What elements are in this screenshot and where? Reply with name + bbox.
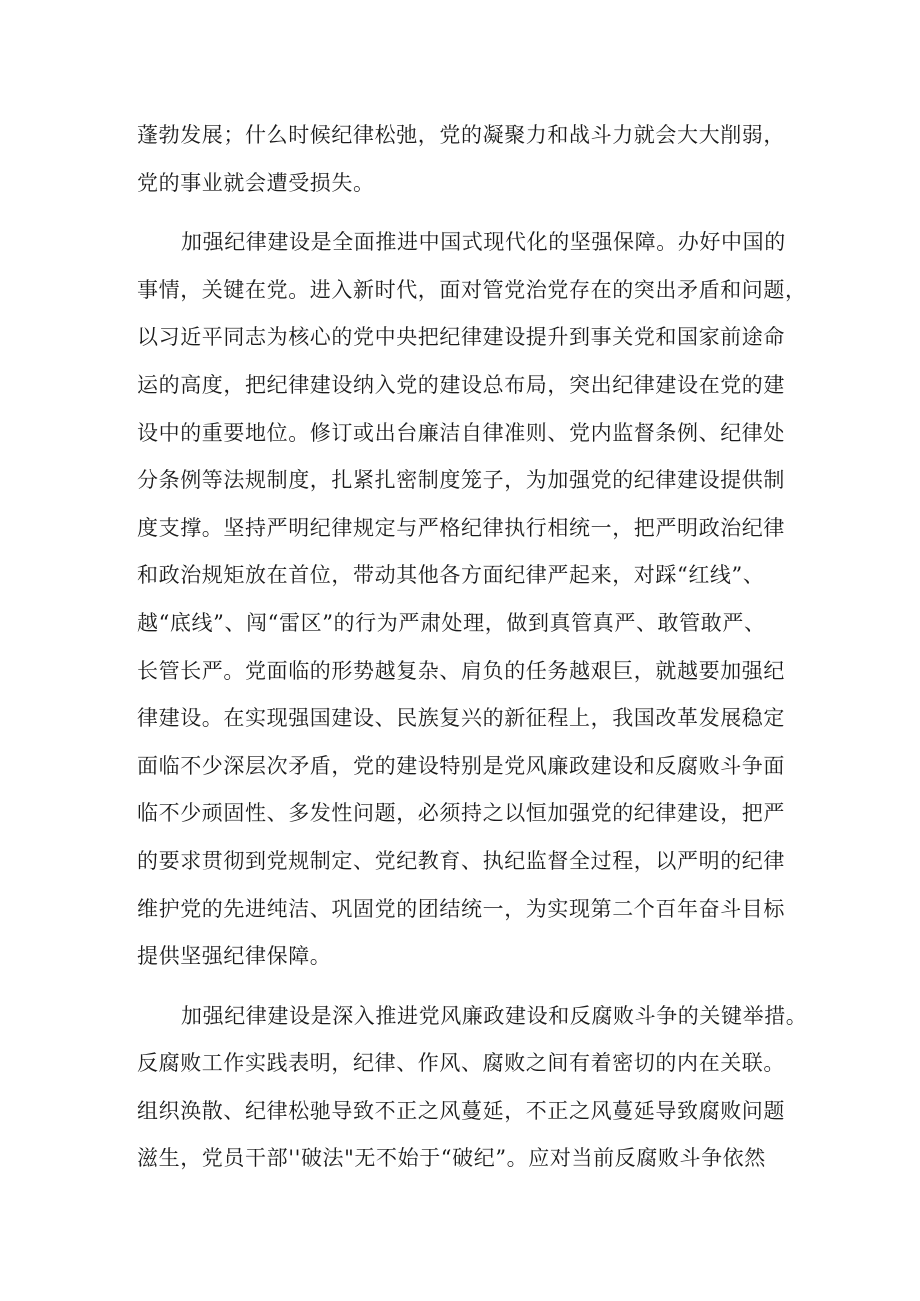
- text-line: 运的高度，把纪律建设纳入党的建设总布局，突出纪律建设在党的建: [137, 372, 785, 397]
- text-line: 越“底线”、闯“雷区”的行为严肃处理，做到真管真严、敢管敢严、: [137, 610, 766, 635]
- text-line: 面临不少深层次矛盾，党的建设特别是党风廉政建设和反腐败斗争面: [137, 753, 785, 778]
- text-line: 加强纪律建设是全面推进中国式现代化的坚强保障。办好中国的: [181, 230, 786, 255]
- text-line: 和政治规矩放在首位，带动其他各方面纪律严起来，对踩“红线”、: [137, 563, 765, 588]
- paragraph: [137, 112, 797, 207]
- text-line: 律建设。在实现强国建设、民族复兴的新征程上，我国改革发展稳定: [137, 706, 785, 731]
- text-line: 组织涣散、纪律松驰导致不正之风蔓延，不正之风蔓延导致腐败问题: [137, 1098, 785, 1123]
- text-line: 分条例等法规制度，扎紧扎密制度笼子，为加强党的纪律建设提供制: [137, 468, 785, 493]
- text-line: 维护党的先进纯洁、巩固党的团结统一，为实现第二个百年奋斗目标: [137, 896, 785, 921]
- paragraph-gap: [137, 207, 797, 219]
- text-line: 反腐败工作实践表明，纪律、作风、腐败之间有着密切的内在关联。: [137, 1051, 785, 1076]
- paragraph: [137, 993, 808, 1183]
- text-line: 蓬勃发展；什么时候纪律松弛，党的凝聚力和战斗力就会大大削弱，: [137, 123, 785, 147]
- text-line: 提供坚强纪律保障。: [137, 944, 332, 969]
- text-line: 以习近平同志为核心的党中央把纪律建设提升到事关党和国家前途命: [137, 325, 785, 350]
- text-line: 临不少顽固性、多发性问题，必须持之以恒加强党的纪律建设，把严: [137, 801, 785, 826]
- text-line: 党的事业就会遭受损失。: [137, 170, 375, 195]
- text-line: 度支撑。坚持严明纪律规定与严格纪律执行相统一，把严明政治纪律: [137, 515, 785, 540]
- paragraph: [137, 219, 807, 981]
- text-line: 长管长严。党面临的形势越复杂、肩负的任务越艰巨，就越要加强纪: [137, 658, 785, 683]
- text-line: 的要求贯彻到党规制定、党纪教育、执纪监督全过程，以严明的纪律: [137, 848, 785, 873]
- text-line: 事情，关键在党。进入新时代，面对管党治党存在的突出矛盾和问题，: [137, 277, 807, 302]
- paragraph-gap: [137, 981, 797, 993]
- text-line: 滋生，党员干部''破法"无不始于“破纪”。应对当前反腐败斗争依然: [137, 1146, 766, 1171]
- body-text: [137, 112, 808, 1183]
- text-line: 加强纪律建设是深入推进党风廉政建设和反腐败斗争的关键举措。: [181, 1003, 808, 1028]
- text-line: 设中的重要地位。修订或出台廉洁自律准则、党内监督条例、纪律处: [137, 420, 785, 445]
